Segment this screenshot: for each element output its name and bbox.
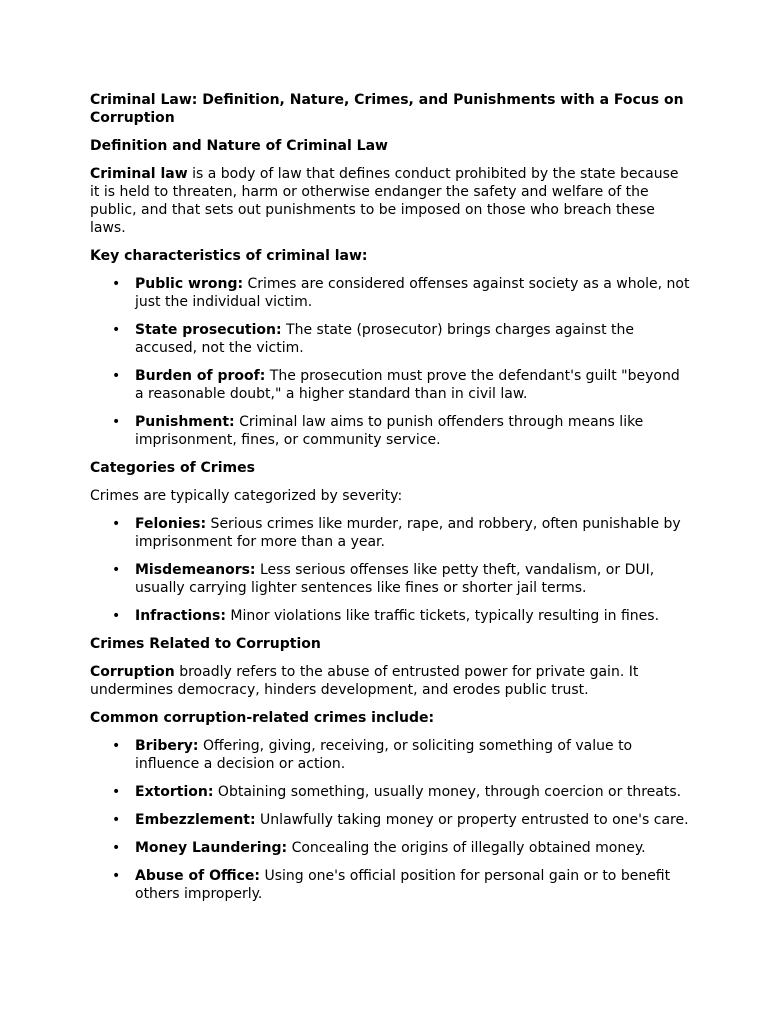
bullet-icon: •: [112, 516, 121, 532]
section-heading-categories: Categories of Crimes: [90, 460, 255, 476]
list-item: [90, 607, 690, 625]
list-item-text: The state (prosecutor) brings charges against the accused, not the victim.: [135, 322, 634, 356]
bullet-icon: •: [112, 608, 121, 624]
list-item-term: Misdemeanors:: [135, 562, 256, 578]
list-item-term: Public wrong:: [135, 276, 244, 292]
list-item: [90, 811, 690, 829]
bullet-icon: •: [112, 414, 121, 430]
list-item-text: Unlawfully taking money or property entrusted to one's care.: [255, 812, 689, 828]
list-item-text: Less serious offenses like petty theft, vandalism, or DUI, usually carrying lighter sentences like fines or shorter jail terms.: [135, 562, 655, 596]
definition-term: Corruption: [90, 664, 175, 680]
definition-term: Criminal law: [90, 166, 188, 182]
corruption-definition: [90, 663, 690, 699]
subheading-key-characteristics: Key characteristics of criminal law:: [90, 248, 368, 264]
list-item: [90, 561, 690, 597]
list-item-text: The prosecution must prove the defendant's guilt "beyond a reasonable doubt," a higher standard than in civil law.: [135, 368, 680, 402]
list-item-term: Abuse of Office:: [135, 868, 261, 884]
bullet-icon: •: [112, 784, 121, 800]
list-item: [90, 737, 690, 773]
list-item-term: State prosecution:: [135, 322, 282, 338]
list-item-text: Serious crimes like murder, rape, and robbery, often punishable by imprisonment for more than a year.: [135, 516, 681, 550]
document-page: [90, 91, 690, 913]
bullet-icon: •: [112, 868, 121, 884]
bullet-icon: •: [112, 840, 121, 856]
list-item: [90, 515, 690, 551]
subheading-corruption-crimes: Common corruption-related crimes include:: [90, 710, 435, 726]
bullet-icon: •: [112, 322, 121, 338]
bullet-icon: •: [112, 276, 121, 292]
list-item-text: Offering, giving, receiving, or soliciting something of value to influence a decision or action.: [135, 738, 633, 772]
list-item-term: Infractions:: [135, 608, 226, 624]
list-item-text: Minor violations like traffic tickets, typically resulting in fines.: [225, 608, 660, 624]
list-item-text: Criminal law aims to punish offenders through means like imprisonment, fines, or community service.: [135, 414, 644, 448]
bullet-icon: •: [112, 738, 121, 754]
document-title: Criminal Law: Definition, Nature, Crimes, and Punishments with a Focus on Corruption: [90, 92, 684, 126]
bullet-icon: •: [112, 562, 121, 578]
list-item-term: Burden of proof:: [135, 368, 266, 384]
list-item-text: Concealing the origins of illegally obtained money.: [287, 840, 646, 856]
key-characteristics-list: [90, 275, 690, 449]
corruption-crimes-list: [90, 737, 690, 903]
crime-categories-list: [90, 515, 690, 625]
bullet-icon: •: [112, 368, 121, 384]
definition-text: is a body of law that defines conduct prohibited by the state because it is held to threaten, harm or otherwise endanger the safety and welfare of the public, and that sets out punishments to be imposed on those who breach these laws.: [90, 166, 679, 236]
list-item-text: Crimes are considered offenses against society as a whole, not just the individual victim.: [135, 276, 690, 310]
list-item-text: Using one's official position for personal gain or to benefit others improperly.: [135, 868, 671, 902]
categories-intro: Crimes are typically categorized by severity:: [90, 488, 403, 504]
list-item-term: Embezzlement:: [135, 812, 256, 828]
section-heading-definition: Definition and Nature of Criminal Law: [90, 138, 388, 154]
list-item-text: Obtaining something, usually money, through coercion or threats.: [213, 784, 682, 800]
list-item: [90, 413, 690, 449]
criminal-law-definition: [90, 165, 690, 237]
list-item-term: Punishment:: [135, 414, 235, 430]
list-item: [90, 275, 690, 311]
list-item-term: Money Laundering:: [135, 840, 288, 856]
list-item: [90, 839, 690, 857]
list-item-term: Extortion:: [135, 784, 214, 800]
section-heading-corruption: Crimes Related to Corruption: [90, 636, 321, 652]
list-item-term: Bribery:: [135, 738, 199, 754]
definition-text: broadly refers to the abuse of entrusted power for private gain. It undermines democracy, hinders development, and erodes public trust.: [90, 664, 639, 698]
list-item: [90, 321, 690, 357]
list-item: [90, 783, 690, 801]
bullet-icon: •: [112, 812, 121, 828]
list-item: [90, 367, 690, 403]
list-item-term: Felonies:: [135, 516, 207, 532]
list-item: [90, 867, 690, 903]
